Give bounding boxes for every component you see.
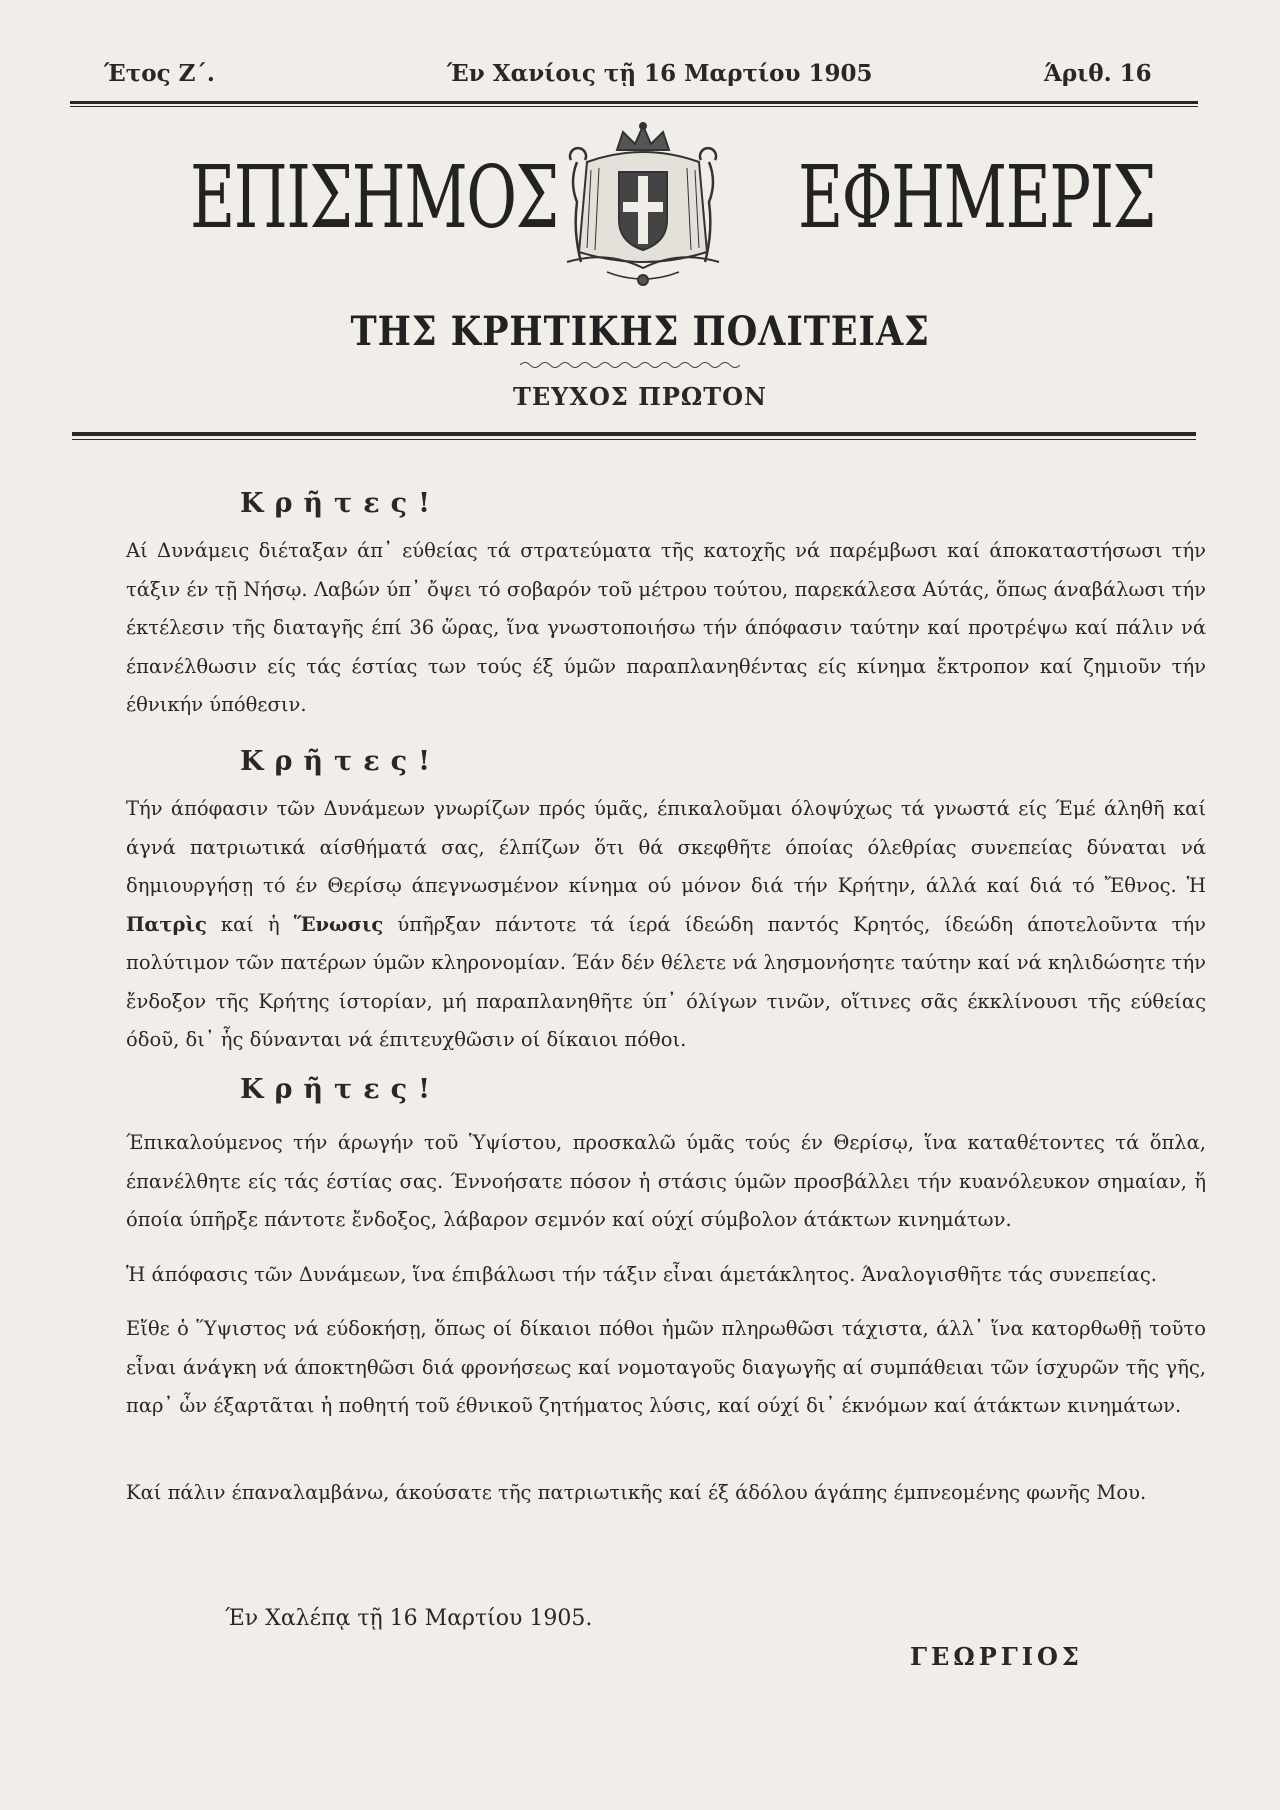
paragraph-4: Ἡ άπόφασις τῶν Δυνάμεων, ἵνα έπιβάλωσι τήν τάξιν εἶναι άμετάκλητος. Άναλογισθῆτε τάς συνεπείας. (126, 1263, 1157, 1286)
paragraph-2: Τήν άπόφασιν τῶν Δυνάμεων γνωρίζων πρός ύμᾶς, έπικαλοῦμαι όλοψύχως τά γνωστά είς Έμέ άληθῆ καί άγνά πατριωτικά αίσθήματά σας, έλπίζων ὅτι θά σκεφθῆτε όποίας όλεθρίας συνεπείας δύναται νά δημιουργήσῃ τό έν Θερίσῳ άπεγνωσμένον κίνημα ού μόνον διά τήν Κρήτην, άλλά καί διά τό Ἔθνος. Ἡ Πατρὶς καί ἡ Ἕνωσις ύπῆρξαν πάντοτε τά ίερά ίδεώδη παντός Κρητός, ίδεώδη άποτελοῦντα τήν πολύτιμον τῶν πατέρων ύμῶν κληρονομίαν. Έάν δέν θέλετε νά λησμονήσητε ταύτην καί νά κηλιδώσητε τήν ἔνδοξον τῆς Κρήτης ίστορίαν, μή παραπλανηθῆτε ύπ᾽ όλίγων τινῶν, οἵτινες σᾶς έκκλίνουσι τῆς εύθείας όδοῦ, δι᾽ ἧς δύνανται νά έπιτευχθῶσιν οί δίκαιοι πόθοι. (126, 797, 1207, 1051)
masthead-right-word: ΕΦΗΜΕΡΙΣ (798, 148, 1155, 248)
royal-crest-icon (547, 122, 739, 290)
masthead-subtitle: ΤΗΣ ΚΡΗΤΙΚΗΣ ΠΟΛΙΤΕΙΑΣ (350, 308, 930, 355)
issue-title: ΤΕΥΧΟΣ ΠΡΩΤΟΝ (513, 382, 767, 411)
masthead-rule (72, 432, 1196, 436)
paragraph-3: Έπικαλούμενος τήν άρωγήν τοῦ Ὑψίστου, προσκαλῶ ύμᾶς τούς έν Θερίσῳ, ἵνα καταθέτοντες τά ὅπλα, έπανέλθητε είς τάς έστίας σας. Έννοήσατε πόσον ἡ στάσις ύμῶν προσβάλλει τήν κυανόλευκον σημαίαν, ἥ όποία ύπῆρξε πάντοτε ἔνδοξος, λάβαρον σεμνόν καί ούχί σύμβολον άτάκτων κινημάτων. (126, 1131, 1206, 1231)
signature: ΓΕΩΡΓΙΟΣ (910, 1642, 1083, 1671)
heading-1: Κρῆτες! (240, 488, 441, 519)
masthead-rule-thin (72, 439, 1196, 440)
year-label: Έτος Ζ΄. (104, 60, 215, 87)
header-line (72, 60, 1197, 88)
issue-number-label: Άριθ. 16 (1044, 60, 1152, 87)
paragraph-6: Καί πάλιν έπαναλαμβάνω, άκούσατε τῆς πατριωτικῆς καί έξ άδόλου άγάπης έμπνεομένης φωνῆς Μου. (126, 1481, 1147, 1504)
paragraph-5: Εἴθε ὁ Ὕψιστος νά εύδοκήσῃ, ὅπως οί δίκαιοι πόθοι ἡμῶν πληρωθῶσι τάχιστα, άλλ᾽ ἵνα κατορθωθῇ τοῦτο εἶναι άνάγκη νά άποκτηθῶσι διά φρονήσεως καί νομοταγοῦς διαγωγῆς αί συμπάθειαι τῶν ίσχυρῶν τῆς γῆς, παρ᾽ ὧν έξαρτᾶται ἡ ποθητή τοῦ έθνικοῦ ζητήματος λύσις, καί ούχί δι᾽ έκνόμων καί άτάκτων κινημάτων. (126, 1317, 1206, 1417)
closing-place-date: Έν Χαλέπᾳ τῇ 16 Μαρτίου 1905. (225, 1606, 593, 1631)
masthead (160, 140, 1155, 260)
heading-2: Κρῆτες! (240, 746, 441, 777)
heading-3: Κρῆτες! (240, 1074, 441, 1105)
header-rule-thin (70, 106, 1198, 107)
date-place-label: Έν Χανίοις τῇ 16 Μαρτίου 1905 (447, 60, 873, 87)
header-rule (70, 101, 1198, 104)
masthead-left-word: ΕΠΙΣΗΜΟΣ (190, 148, 558, 248)
paragraph-1: Αί Δυνάμεις διέταξαν άπ᾽ εύθείας τά στρατεύματα τῆς κατοχῆς νά παρέμβωσι καί άποκαταστήσωσι τήν τάξιν έν τῇ Νήσῳ. Λαβών ύπ᾽ ὄψει τό σοβαρόν τοῦ μέτρου τούτου, παρεκάλεσα Αύτάς, ὅπως άναβάλωσι τήν έκτέλεσιν τῆς διαταγῆς έπί 36 ὥρας, ἵνα γνωστοποιήσω τήν άπόφασιν ταύτην καί προτρέψω καί πάλιν νά έπανέλθωσιν είς τάς έστίας των τούς έξ ύμῶν παραπλανηθέντας είς κίνημα ἔκτροπον καί ζημιοῦν τήν έθνικήν ύπόθεσιν. (126, 539, 1206, 716)
ornamental-wave (520, 360, 740, 370)
